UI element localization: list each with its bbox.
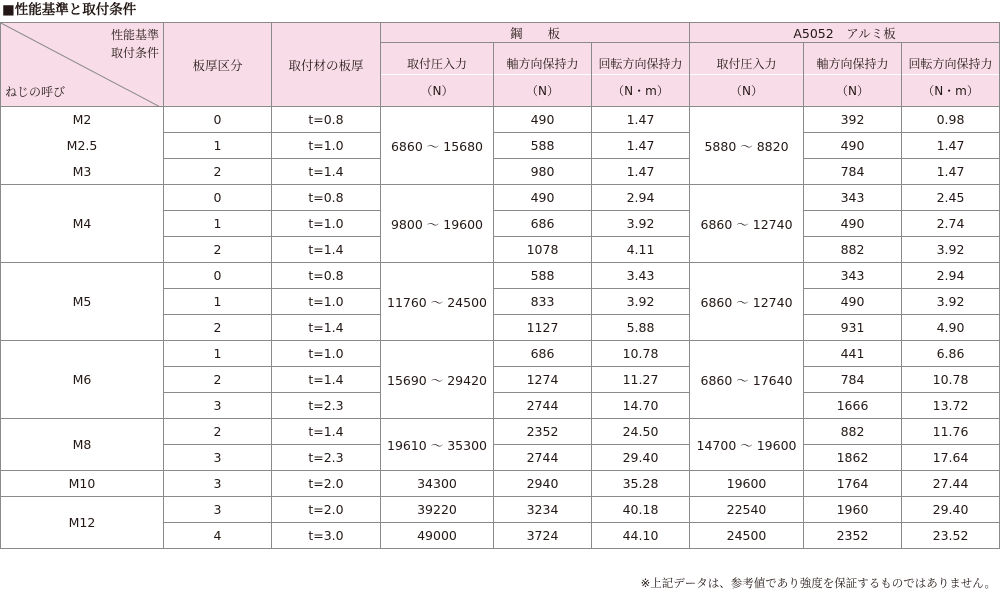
steel-axial-cell: 1078 [494, 237, 592, 263]
alu-axial-cell: 392 [804, 107, 902, 133]
alu-rotational-cell: 17.64 [902, 445, 1000, 471]
steel-rotational-cell: 14.70 [592, 393, 690, 419]
steel-axial-cell: 490 [494, 107, 592, 133]
steel-axial-cell: 588 [494, 263, 592, 289]
thickness-class-cell: 0 [164, 107, 272, 133]
screw-size-cell: M10 [1, 471, 164, 497]
thickness-cell: t=2.0 [272, 471, 381, 497]
thickness-class-cell: 3 [164, 471, 272, 497]
thickness-cell: t=1.0 [272, 133, 381, 159]
alu-axial-cell: 1960 [804, 497, 902, 523]
alu-axial-cell: 490 [804, 211, 902, 237]
unit-alu-press: （N） [690, 75, 804, 107]
alu-press-force-cell: 14700 ～ 19600 [690, 419, 804, 471]
thickness-cell: t=1.4 [272, 419, 381, 445]
thickness-class-cell: 0 [164, 185, 272, 211]
steel-rotational-cell: 40.18 [592, 497, 690, 523]
steel-rotational-cell: 11.27 [592, 367, 690, 393]
unit-steel-press: （N） [381, 75, 494, 107]
steel-rotational-cell: 1.47 [592, 133, 690, 159]
steel-axial-cell: 1274 [494, 367, 592, 393]
steel-press-force-cell: 34300 [381, 471, 494, 497]
steel-axial-cell: 3234 [494, 497, 592, 523]
steel-rotational-cell: 1.47 [592, 107, 690, 133]
thickness-cell: t=2.3 [272, 393, 381, 419]
steel-rotational-cell: 5.88 [592, 315, 690, 341]
screw-size-cell: M6 [1, 341, 164, 419]
steel-rotational-cell: 3.92 [592, 289, 690, 315]
thickness-class-cell: 3 [164, 393, 272, 419]
alu-axial-cell: 784 [804, 159, 902, 185]
steel-rotational-cell: 35.28 [592, 471, 690, 497]
thickness-class-cell: 3 [164, 497, 272, 523]
steel-rotational-cell: 3.92 [592, 211, 690, 237]
thickness-cell: t=0.8 [272, 185, 381, 211]
steel-press-force-cell: 15690 ～ 29420 [381, 341, 494, 419]
alu-rotational-cell: 3.92 [902, 289, 1000, 315]
thickness-cell: t=1.4 [272, 159, 381, 185]
thickness-class-cell: 2 [164, 159, 272, 185]
thickness-cell: t=2.0 [272, 497, 381, 523]
table-row [1, 133, 1000, 159]
thickness-class-cell: 0 [164, 263, 272, 289]
header-alu-press-force: 取付圧入力 [690, 43, 804, 75]
alu-axial-cell: 1862 [804, 445, 902, 471]
steel-press-force-cell: 11760 ～ 24500 [381, 263, 494, 341]
alu-axial-cell: 1764 [804, 471, 902, 497]
alu-axial-cell: 441 [804, 341, 902, 367]
steel-axial-cell: 2744 [494, 445, 592, 471]
thickness-cell: t=1.0 [272, 211, 381, 237]
alu-axial-cell: 882 [804, 237, 902, 263]
steel-axial-cell: 686 [494, 341, 592, 367]
alu-rotational-cell: 2.45 [902, 185, 1000, 211]
steel-press-force-cell: 9800 ～ 19600 [381, 185, 494, 263]
steel-press-force-cell: 39220 [381, 497, 494, 523]
thickness-class-cell: 2 [164, 367, 272, 393]
unit-alu-rotational: （N・m） [902, 75, 1000, 107]
alu-axial-cell: 343 [804, 263, 902, 289]
steel-rotational-cell: 3.43 [592, 263, 690, 289]
alu-axial-cell: 2352 [804, 523, 902, 549]
alu-press-force-cell: 19600 [690, 471, 804, 497]
alu-press-force-cell: 6860 ～ 17640 [690, 341, 804, 419]
table-row [1, 107, 1000, 133]
alu-rotational-cell: 4.90 [902, 315, 1000, 341]
thickness-cell: t=2.3 [272, 445, 381, 471]
corner-label-conditions: 取付条件 [110, 46, 159, 60]
alu-rotational-cell: 27.44 [902, 471, 1000, 497]
header-aluminum-plate: A5052 アルミ板 [690, 23, 1000, 43]
page-title: ■性能基準と取付条件 [2, 2, 137, 18]
header-steel-rotational-force: 回転方向保持力 [592, 43, 690, 75]
thickness-class-cell: 2 [164, 237, 272, 263]
thickness-cell: t=1.4 [272, 315, 381, 341]
screw-size-cell: M12 [1, 497, 164, 549]
table-row [1, 263, 1000, 289]
alu-axial-cell: 490 [804, 289, 902, 315]
corner-header-cell [1, 23, 164, 107]
steel-axial-cell: 686 [494, 211, 592, 237]
alu-axial-cell: 490 [804, 133, 902, 159]
thickness-cell: t=1.0 [272, 289, 381, 315]
alu-press-force-cell: 6860 ～ 12740 [690, 263, 804, 341]
header-steel-press-force: 取付圧入力 [381, 43, 494, 75]
steel-rotational-cell: 29.40 [592, 445, 690, 471]
screw-size-cell: M4 [1, 185, 164, 263]
alu-rotational-cell: 2.94 [902, 263, 1000, 289]
table-row [1, 471, 1000, 497]
alu-rotational-cell: 13.72 [902, 393, 1000, 419]
corner-label-screw-size: ねじの呼び [5, 85, 66, 99]
thickness-cell: t=1.4 [272, 367, 381, 393]
alu-rotational-cell: 6.86 [902, 341, 1000, 367]
header-alu-axial-force: 軸方向保持力 [804, 43, 902, 75]
alu-press-force-cell: 24500 [690, 523, 804, 549]
steel-rotational-cell: 10.78 [592, 341, 690, 367]
alu-rotational-cell: 1.47 [902, 159, 1000, 185]
alu-rotational-cell: 23.52 [902, 523, 1000, 549]
table-row [1, 419, 1000, 445]
steel-axial-cell: 3724 [494, 523, 592, 549]
thickness-cell: t=1.0 [272, 341, 381, 367]
header-thickness-class: 板厚区分 [164, 23, 272, 107]
alu-press-force-cell: 22540 [690, 497, 804, 523]
table-row [1, 341, 1000, 367]
alu-axial-cell: 931 [804, 315, 902, 341]
table-row [1, 497, 1000, 523]
steel-axial-cell: 980 [494, 159, 592, 185]
alu-rotational-cell: 11.76 [902, 419, 1000, 445]
header-steel-plate: 鋼 板 [381, 23, 690, 43]
thickness-class-cell: 1 [164, 211, 272, 237]
steel-press-force-cell: 19610 ～ 35300 [381, 419, 494, 471]
screw-size-cell: M8 [1, 419, 164, 471]
thickness-class-cell: 1 [164, 289, 272, 315]
unit-steel-axial: （N） [494, 75, 592, 107]
screw-size-cell: M3 [1, 159, 164, 185]
screw-size-cell: M2.5 [1, 133, 164, 159]
alu-press-force-cell: 5880 ～ 8820 [690, 107, 804, 185]
corner-label-performance: 性能基準 [110, 28, 159, 42]
steel-axial-cell: 2352 [494, 419, 592, 445]
steel-axial-cell: 2744 [494, 393, 592, 419]
table-row [1, 159, 1000, 185]
alu-axial-cell: 1666 [804, 393, 902, 419]
screw-size-cell: M5 [1, 263, 164, 341]
screw-size-cell: M2 [1, 107, 164, 133]
thickness-cell: t=1.4 [272, 237, 381, 263]
steel-axial-cell: 833 [494, 289, 592, 315]
alu-rotational-cell: 29.40 [902, 497, 1000, 523]
steel-axial-cell: 490 [494, 185, 592, 211]
disclaimer-note: ※上記データは、参考値であり強度を保証するものではありません。 [640, 576, 996, 590]
thickness-class-cell: 2 [164, 419, 272, 445]
performance-table [0, 22, 1000, 549]
alu-rotational-cell: 1.47 [902, 133, 1000, 159]
alu-rotational-cell: 10.78 [902, 367, 1000, 393]
alu-press-force-cell: 6860 ～ 12740 [690, 185, 804, 263]
alu-rotational-cell: 0.98 [902, 107, 1000, 133]
steel-axial-cell: 588 [494, 133, 592, 159]
thickness-class-cell: 4 [164, 523, 272, 549]
steel-rotational-cell: 1.47 [592, 159, 690, 185]
thickness-class-cell: 1 [164, 341, 272, 367]
thickness-class-cell: 2 [164, 315, 272, 341]
thickness-cell: t=0.8 [272, 263, 381, 289]
alu-axial-cell: 882 [804, 419, 902, 445]
alu-rotational-cell: 2.74 [902, 211, 1000, 237]
unit-alu-axial: （N） [804, 75, 902, 107]
header-alu-rotational-force: 回転方向保持力 [902, 43, 1000, 75]
alu-axial-cell: 784 [804, 367, 902, 393]
thickness-class-cell: 1 [164, 133, 272, 159]
alu-rotational-cell: 3.92 [902, 237, 1000, 263]
steel-rotational-cell: 4.11 [592, 237, 690, 263]
steel-rotational-cell: 24.50 [592, 419, 690, 445]
thickness-cell: t=3.0 [272, 523, 381, 549]
header-steel-axial-force: 軸方向保持力 [494, 43, 592, 75]
steel-axial-cell: 2940 [494, 471, 592, 497]
steel-rotational-cell: 2.94 [592, 185, 690, 211]
header-material-thickness: 取付材の板厚 [272, 23, 381, 107]
steel-press-force-cell: 6860 ～ 15680 [381, 107, 494, 185]
steel-rotational-cell: 44.10 [592, 523, 690, 549]
thickness-class-cell: 3 [164, 445, 272, 471]
alu-axial-cell: 343 [804, 185, 902, 211]
steel-axial-cell: 1127 [494, 315, 592, 341]
thickness-cell: t=0.8 [272, 107, 381, 133]
steel-press-force-cell: 49000 [381, 523, 494, 549]
unit-steel-rotational: （N・m） [592, 75, 690, 107]
table-row [1, 185, 1000, 211]
